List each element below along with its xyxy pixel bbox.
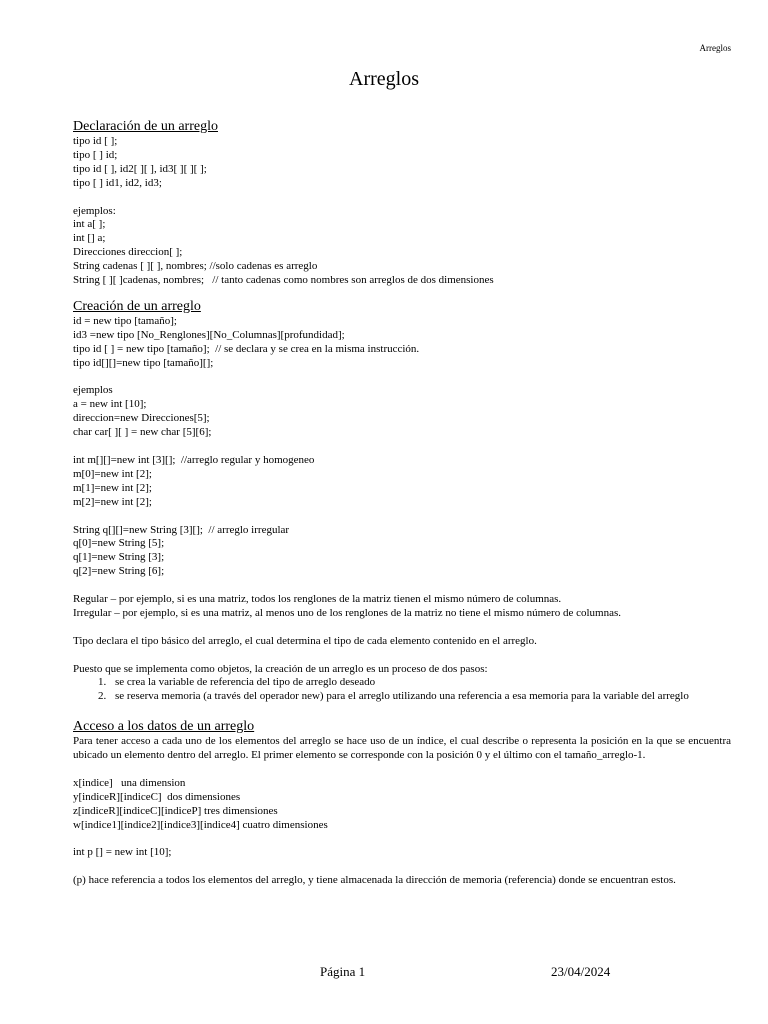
code-line: String q[][]=new String [3][]; // arreglo irregular	[73, 523, 290, 536]
footer-date: 23/04/2024	[551, 964, 611, 979]
paragraph-intro: Para tener acceso a cada uno de los elementos del arreglo se hace uso de un índice, el cual describe o representa la posición en la que se encuentra ubicado un elemento dentro del arreglo. El primer elemento se corresponde con la posición 0 y el último con el tamaño_arreglo-1.	[73, 735, 731, 762]
code-line: y[indiceR][indiceC] dos dimensiones	[73, 790, 241, 803]
code-line: tipo id [ ];	[73, 135, 118, 147]
code-line: q[2]=new String [6];	[73, 565, 165, 578]
code-line: m[2]=new int [2];	[73, 495, 152, 508]
code-line: x[indice] una dimension	[73, 776, 186, 789]
page-number: Página 1	[320, 964, 366, 979]
code-line: id3 =new tipo [No_Renglones][No_Columnas][profundidad];	[73, 328, 345, 341]
code-line: m[1]=new int [2];	[73, 481, 152, 494]
steps-list	[73, 676, 731, 704]
code-line: String [ ][ ]cadenas, nombres; // tanto cadenas como nombres son arreglos de dos dimensiones	[73, 274, 494, 287]
code-line: Direcciones direccion[ ];	[73, 246, 183, 259]
paragraph-tipo: Tipo declara el tipo básico del arreglo, el cual determina el tipo de cada elemento contenido en el arreglo.	[73, 634, 537, 647]
examples-label: ejemplos:	[73, 204, 116, 217]
code-line: tipo id [ ], id2[ ][ ], id3[ ][ ][ ];	[73, 162, 207, 175]
code-line: char car[ ][ ] = new char [5][6];	[73, 426, 212, 439]
list-item: 1. se crea la variable de referencia del tipo de arreglo deseado	[109, 676, 731, 690]
code-line: int [] a;	[73, 232, 106, 245]
page-title: Arreglos	[349, 68, 419, 90]
code-line: direccion=new Direcciones[5];	[73, 412, 210, 425]
code-line: tipo [ ] id;	[73, 148, 118, 161]
list-item: 2. se reserva memoria (a través del operador new) para el arreglo utilizando una referencia a esa memoria para la variable del arreglo	[109, 690, 731, 704]
paragraph-puesto: Puesto que se implementa como objetos, la creación de un arreglo es un proceso de dos pasos:	[73, 662, 488, 675]
code-line: int p [] = new int [10];	[73, 846, 172, 859]
code-line: int m[][]=new int [3][]; //arreglo regular y homogeneo	[73, 453, 315, 466]
code-line: q[1]=new String [3];	[73, 551, 165, 564]
code-line: tipo [ ] id1, id2, id3;	[73, 176, 162, 189]
document-body	[73, 119, 731, 888]
examples-label: ejemplos	[73, 384, 113, 397]
code-line: tipo id [ ] = new tipo [tamaño]; // se declara y se crea en la misma instrucción.	[73, 342, 420, 355]
code-line: q[0]=new String [5];	[73, 537, 165, 550]
paragraph-reference: (p) hace referencia a todos los elementos del arreglo, y tiene almacenada la dirección de memoria (referencia) donde se encuentran estos.	[73, 874, 676, 887]
definition-irregular: Irregular – por ejemplo, si es una matriz, al menos uno de los renglones de la matriz no tiene el mismo número de columnas.	[73, 606, 622, 619]
running-head: Arreglos	[699, 43, 731, 53]
code-line: int a[ ];	[73, 218, 106, 231]
code-line: z[indiceR][indiceC][indiceP] tres dimensiones	[73, 804, 278, 817]
code-line: id = new tipo [tamaño];	[73, 314, 177, 327]
section-heading-declaracion: Declaración de un arreglo	[73, 119, 218, 134]
definition-regular: Regular – por ejemplo, si es una matriz, todos los renglones de la matriz tienen el mismo número de columnas.	[73, 593, 562, 606]
code-line: w[indice1][indice2][indice3][indice4] cuatro dimensiones	[73, 818, 328, 831]
section-heading-acceso: Acceso a los datos de un arreglo	[73, 719, 255, 735]
code-line: m[0]=new int [2];	[73, 467, 152, 480]
code-line: tipo id[][]=new tipo [tamaño][];	[73, 356, 214, 369]
code-line: String cadenas [ ][ ], nombres; //solo cadenas es arreglo	[73, 260, 318, 273]
code-line: a = new int [10];	[73, 398, 147, 411]
section-heading-creacion: Creación de un arreglo	[73, 298, 201, 314]
